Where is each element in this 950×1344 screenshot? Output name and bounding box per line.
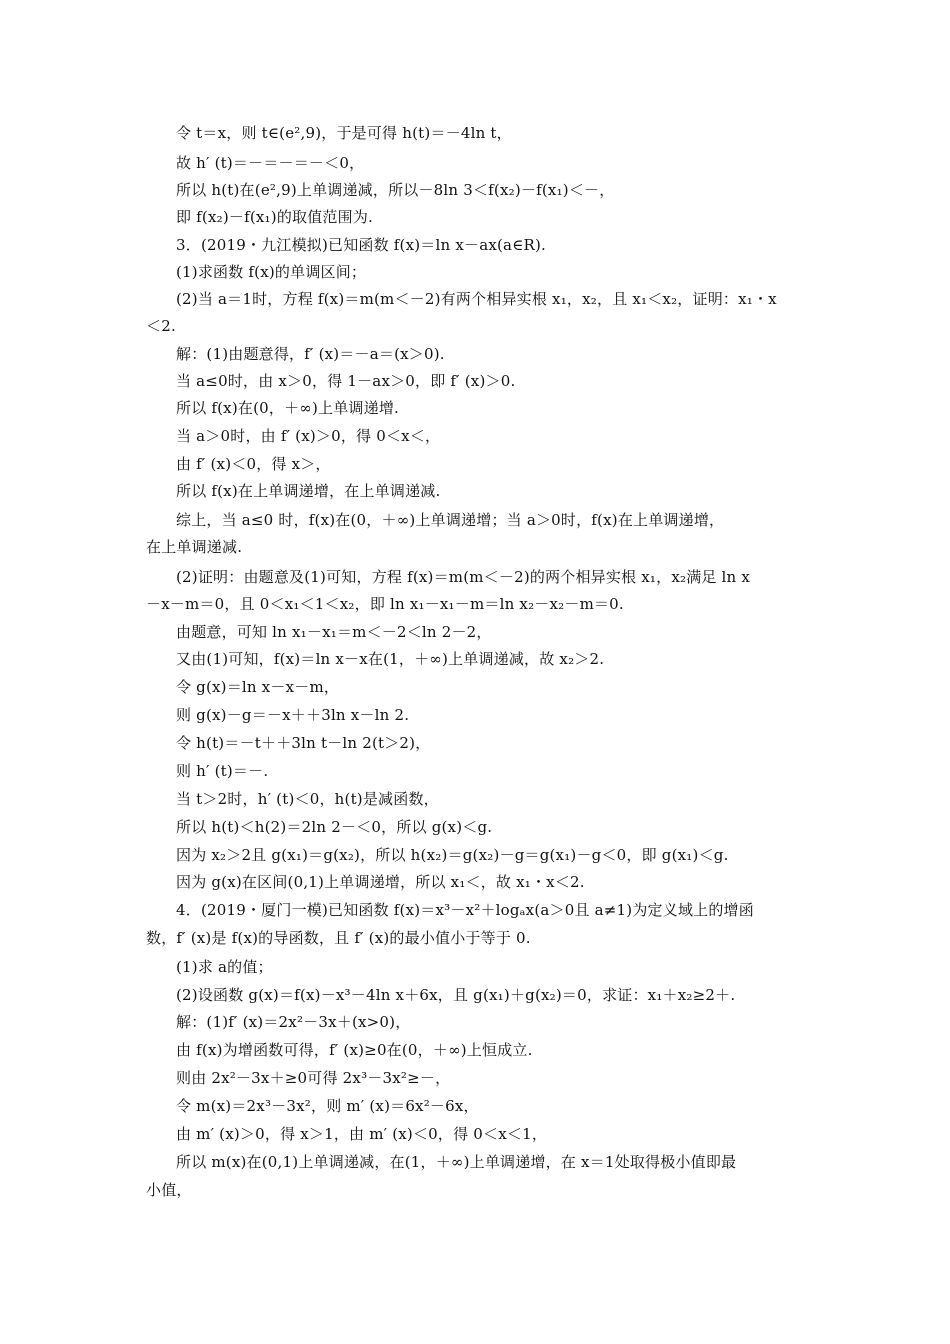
text-line: 解：(1)f′ (x)＝2x²－3x＋(x>0)， [176,1013,411,1031]
text-line: (1)求函数 f(x)的单调区间； [176,263,367,281]
text-line: (2)设函数 g(x)＝f(x)－x³－4ln x＋6x，且 g(x₁)＋g(x₂)＝0，求证：x₁＋x₂≥2＋. [176,986,736,1004]
text-line: 则 h′ (t)＝－. [176,762,269,780]
text-line: 由 f′ (x)＜0，得 x＞， [176,455,331,473]
text-line: 由 f(x)为增函数可得，f′ (x)≥0在(0，＋∞)上恒成立. [176,1041,533,1059]
text-line: 令 m(x)＝2x³－3x²，则 m′ (x)＝6x²－6x， [176,1097,479,1115]
text-line: 3．(2019・九江模拟)已知函数 f(x)＝ln x－ax(a∈R). [176,236,547,254]
text-line: 由题意，可知 ln x₁－x₁＝m＜－2＜ln 2－2， [176,623,492,641]
text-line: 当 a＞0时，由 f′ (x)＞0，得 0＜x＜， [176,427,441,445]
text-line: (1)求 a的值； [176,958,273,976]
text-line: 即 f(x₂)－f(x₁)的取值范围为. [176,208,373,226]
text-line: (2)证明：由题意及(1)可知，方程 f(x)＝m(m＜－2)的两个相异实根 x₁，x₂满足 ln x [176,568,751,586]
text-line: 令 g(x)＝ln x－x－m， [176,678,340,696]
text-line: (2)当 a＝1时，方程 f(x)＝m(m＜－2)有两个相异实根 x₁，x₂，且 x₁＜x₂，证明：x₁・x [176,290,777,308]
text-line: 又由(1)可知，f(x)＝ln x－x在(1，＋∞)上单调递减，故 x₂＞2. [176,650,605,668]
text-line: 所以 f(x)在上单调递增，在上单调递减. [176,482,441,500]
text-line: 4．(2019・厦门一模)已知函数 f(x)＝x³－x²＋logₐx(a＞0且 a≠1)为定义域上的增函 [176,901,754,919]
text-line: 当 t＞2时，h′ (t)＜0，h(t)是减函数， [176,790,439,808]
text-line: 因为 g(x)在区间(0,1)上单调递增，所以 x₁＜，故 x₁・x＜2. [176,873,585,891]
text-line: 当 a≤0时，由 x＞0，得 1－ax＞0，即 f′ (x)＞0. [176,372,516,390]
text-line: 综上，当 a≤0 时，f(x)在(0，＋∞)上单调递增；当 a＞0时，f(x)在上单调递增， [176,511,725,529]
text-line: 所以 m(x)在(0,1)上单调递减，在(1，＋∞)上单调递增，在 x＝1处取得极小值即最 [176,1153,737,1171]
text-line: 令 h(t)＝－t＋＋3ln t－ln 2(t＞2)， [176,734,431,752]
text-line: 数，f′ (x)是 f(x)的导函数，且 f′ (x)的最小值小于等于 0. [146,929,531,947]
text-line: 所以 f(x)在(0，＋∞)上单调递增. [176,399,399,417]
text-line: 所以 h(t)在(e²,9)上单调递减，所以－8ln 3＜f(x₂)－f(x₁)＜－， [176,181,615,199]
text-line: ＜2. [146,317,176,335]
text-line: －x－m＝0，且 0＜x₁＜1＜x₂，即 ln x₁－x₁－m＝ln x₂－x₂－m＝0. [146,595,624,613]
text-line: 令 t＝x，则 t∈(e²,9)，于是可得 h(t)＝－4ln t， [176,124,512,142]
text-line: 所以 h(t)＜h(2)＝2ln 2－＜0，所以 g(x)＜g. [176,818,493,836]
text-line: 由 m′ (x)＞0，得 x＞1，由 m′ (x)＜0，得 0＜x＜1， [176,1125,548,1143]
text-line: 解：(1)由题意得，f′ (x)＝－a＝(x＞0). [176,345,445,363]
text-line: 故 h′ (t)＝－＝－＝－＜0， [176,154,365,172]
text-line: 则由 2x²－3x＋≥0可得 2x³－3x²≥－， [176,1069,451,1087]
text-line: 因为 x₂＞2且 g(x₁)＝g(x₂)，所以 h(x₂)＝g(x₂)－g＝g(x₁)－g＜0，即 g(x₁)＜g. [176,846,729,864]
text-line: 小值， [146,1181,192,1199]
text-line: 则 g(x)－g＝－x＋＋3ln x－ln 2. [176,706,410,724]
text-line: 在上单调递减. [146,538,243,556]
